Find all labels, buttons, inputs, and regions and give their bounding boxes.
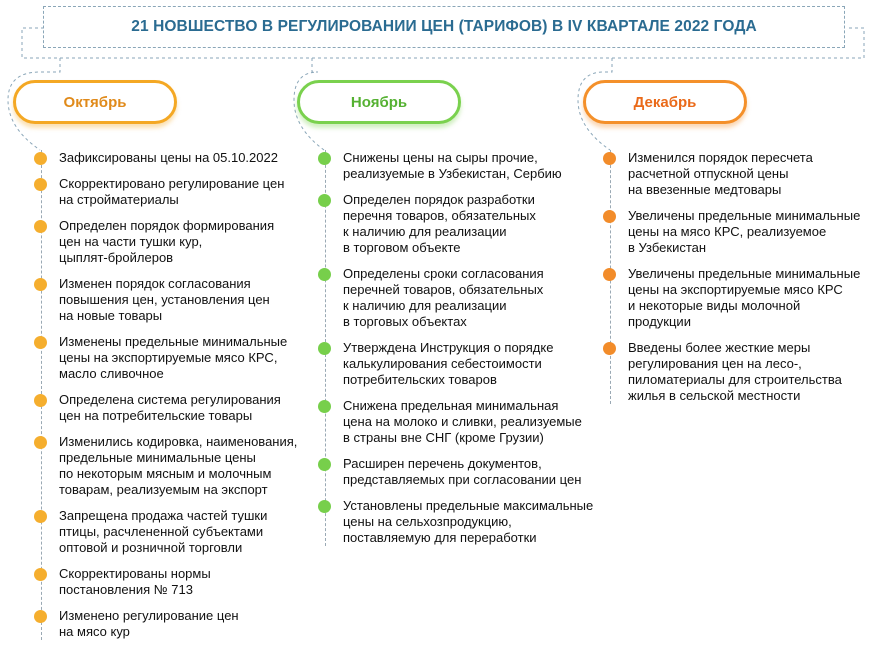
bullet-dot-icon <box>34 610 47 623</box>
bullet-dot-icon <box>603 268 616 281</box>
month-label-october: Октябрь <box>63 93 127 111</box>
list-item: Утверждена Инструкция о порядке калькулирования себестоимости потребительских товаров <box>318 340 618 388</box>
list-item: Увеличены предельные минимальные цены на экспортируемые мясо КРС и некоторые виды молочной продукции <box>603 266 883 330</box>
list-item: Установлены предельные максимальные цены на сельхозпродукцию, поставляемую для переработки <box>318 498 618 546</box>
list-item: Расширен перечень документов, представляемых при согласовании цен <box>318 456 618 488</box>
bullet-dot-icon <box>34 278 47 291</box>
bullet-dot-icon <box>34 394 47 407</box>
bullet-dot-icon <box>603 152 616 165</box>
month-pill-december <box>583 80 747 124</box>
page-title: 21 НОВШЕСТВО В РЕГУЛИРОВАНИИ ЦЕН (ТАРИФОВ) В IV КВАРТАЛЕ 2022 ГОДА <box>131 18 757 35</box>
bullet-dot-icon <box>34 568 47 581</box>
bullet-dot-icon <box>318 400 331 413</box>
bullet-dot-icon <box>603 342 616 355</box>
list-item: Определен порядок разработки перечня товаров, обязательных к наличию для реализации в торговом объекте <box>318 192 618 256</box>
october-list <box>34 150 324 640</box>
list-item: Определена система регулирования цен на потребительские товары <box>34 392 324 424</box>
november-list <box>318 150 618 546</box>
bullet-dot-icon <box>603 210 616 223</box>
bullet-dot-icon <box>318 194 331 207</box>
month-label-december: Декабрь <box>633 93 697 111</box>
month-pill-november <box>297 80 461 124</box>
list-item: Увеличены предельные минимальные цены на мясо КРС, реализуемое в Узбекистан <box>603 208 883 256</box>
bullet-dot-icon <box>318 268 331 281</box>
bullet-dot-icon <box>318 500 331 513</box>
list-item: Изменены предельные минимальные цены на экспортируемые мясо КРС, масло сливочное <box>34 334 324 382</box>
december-list <box>603 150 883 404</box>
bullet-dot-icon <box>34 178 47 191</box>
list-item: Определен порядок формирования цен на части тушки кур, цыплят-бройлеров <box>34 218 324 266</box>
month-label-november: Ноябрь <box>350 93 408 111</box>
list-item: Скорректированы нормы постановления № 713 <box>34 566 324 598</box>
list-item: Скорректировано регулирование цен на стройматериалы <box>34 176 324 208</box>
bullet-dot-icon <box>318 458 331 471</box>
bullet-dot-icon <box>34 336 47 349</box>
month-pill-october <box>13 80 177 124</box>
list-item: Зафиксированы цены на 05.10.2022 <box>34 150 324 166</box>
bullet-dot-icon <box>318 342 331 355</box>
bullet-dot-icon <box>34 152 47 165</box>
list-item: Изменились кодировка, наименования, предельные минимальные цены по некоторым мясным и молочным товарам, реализуемым на экспорт <box>34 434 324 498</box>
list-item: Запрещена продажа частей тушки птицы, расчлененной субъектами оптовой и розничной торговли <box>34 508 324 556</box>
list-item: Изменен порядок согласования повышения цен, установления цен на новые товары <box>34 276 324 324</box>
connector-line-title <box>22 28 864 58</box>
bullet-dot-icon <box>318 152 331 165</box>
list-item: Определены сроки согласования перечней товаров, обязательных к наличию для реализации в торговых объектах <box>318 266 618 330</box>
bullet-dot-icon <box>34 220 47 233</box>
list-item: Введены более жесткие меры регулирования цен на лесо-, пиломатериалы для строительства жилья в сельской местности <box>603 340 883 404</box>
bullet-dot-icon <box>34 510 47 523</box>
list-item: Снижена предельная минимальная цена на молоко и сливки, реализуемые в страны вне СНГ (кроме Грузии) <box>318 398 618 446</box>
list-item: Изменился порядок пересчета расчетной отпускной цены на ввезенные медтовары <box>603 150 883 198</box>
bullet-dot-icon <box>34 436 47 449</box>
list-item: Снижены цены на сыры прочие, реализуемые в Узбекистан, Сербию <box>318 150 618 182</box>
list-item: Изменено регулирование цен на мясо кур <box>34 608 324 640</box>
